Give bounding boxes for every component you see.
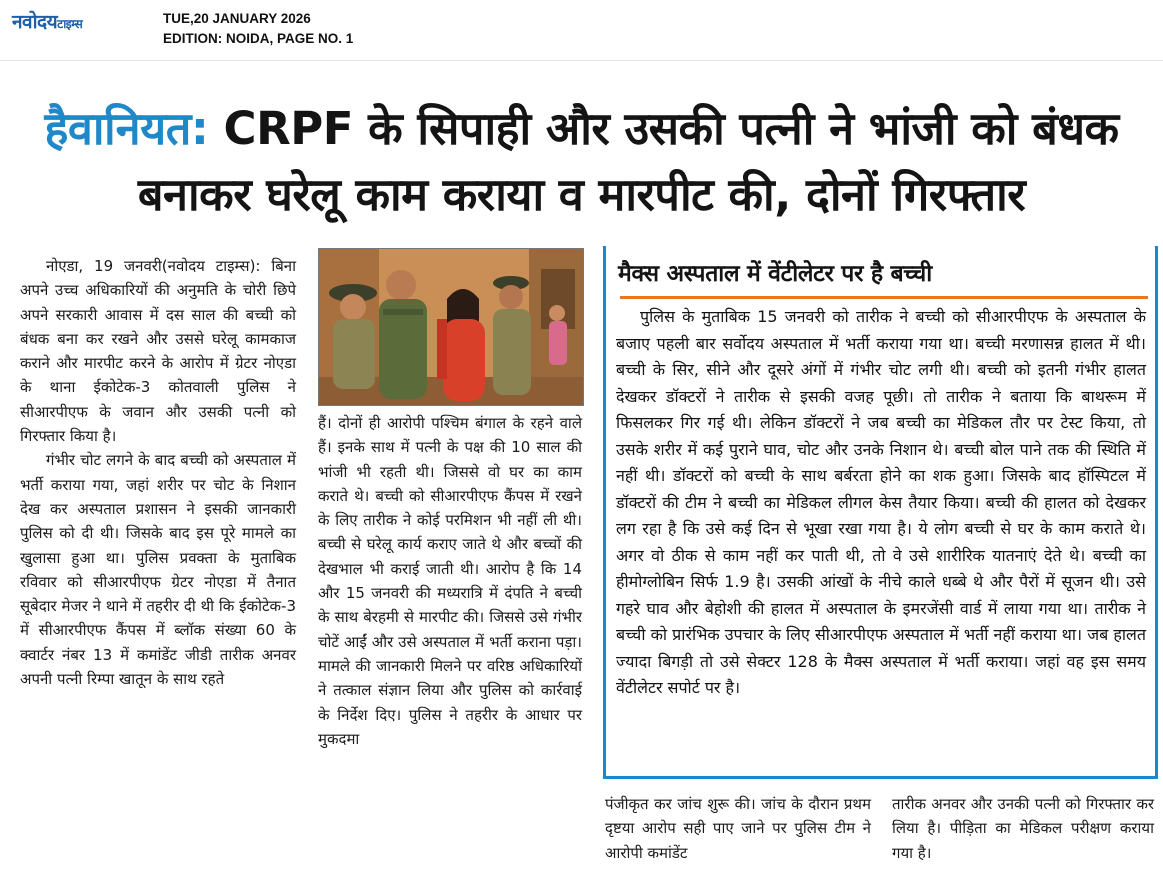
article-paragraph-continued: हैं। दोनों ही आरोपी पश्चिम बंगाल के रहने वाले हैं। इनके साथ में पत्नी के पक्ष की 10 साल की भांजी भी रहती थी। जिससे वो घर का काम कराते थे। बच्ची को सीआरपीएफ कैंपस में रखने के लिए तारीक ने कोई परमिशन भी नहीं ली थी। बच्ची से घरेलू कार्य कराए जाते थे और बच्चों की देखभाल भी कराई जाती थी। आरोप है कि 14 और 15 जनवरी की मध्यरात्रि में दंपति ने बच्ची के साथ बेरहमी से मारपीट की। जिससे उसे गंभीर चोटें आईं और उसे अस्पताल में भर्ती कराना पड़ा। मामले की जानकारी मिलने पर वरिष्ठ अधिकारियों ने तत्काल संज्ञान लिया और पुलिस को कार्रवाई के निर्देश दिए। पुलिस ने तहरीर के आधार पर मुकदमा (318, 414, 582, 748)
news-photo (318, 248, 584, 406)
logo-subtext: टाइम्स (57, 17, 83, 31)
newspaper-logo[interactable] (12, 8, 82, 34)
headline (0, 96, 1163, 228)
logo-text: नवोदय (12, 11, 58, 33)
article-paragraph-continued: तारीक अनवर और उनकी पत्नी को गिरफ्तार कर लिया है। पीड़िता का मेडिकल परीक्षण कराया गया है। (892, 795, 1154, 862)
article-column-2 (318, 411, 582, 751)
headline-line2: बनाकर घरेलू काम कराया व मारपीट की, दोनों गिरफ्तार (137, 168, 1026, 221)
edition-page: EDITION: NOIDA, PAGE NO. 1 (163, 31, 354, 46)
headline-line1-text: CRPF के सिपाही और उसकी पत्नी ने भांजी को बंधक (208, 102, 1119, 155)
headline-line1 (0, 96, 1163, 162)
article-column-4 (892, 792, 1154, 865)
headline-kicker: हैवानियत: (44, 102, 209, 155)
sidebar-box (603, 246, 1158, 779)
issue-date: TUE,20 JANUARY 2026 (163, 11, 311, 26)
masthead-bar (0, 0, 1163, 61)
sidebar-body (616, 304, 1146, 702)
dateline-paragraph: नोएडा, 19 जनवरी(नवोदय टाइम्स): बिना अपने उच्च अधिकारियों की अनुमति के चोरी छिपे अपने सरकारी आवास में दस साल की बच्ची को बंधक बना कर रखने और उससे घरेलू कामकाज कराने और मारपीट करने के आरोप में ग्रेटर नोएडा के थाना ईकोटेक-3 कोतवाली पुलिस ने सीआरपीएफ के जवान और उसकी पत्नी को गिरफ्तार किया है। (20, 257, 296, 446)
sidebar-paragraph: पुलिस के मुताबिक 15 जनवरी को तारीक ने बच्ची को सीआरपीएफ के अस्पताल के बजाए पहली बार सर्वोदय अस्पताल में भर्ती कराया गया था। बच्ची मरणासन्न हालत में थी। बच्ची के सिर, सीने और दूसरे अंगों में गंभीर चोट लगी थी। बच्ची को इतनी गंभीर हालत देखकर डॉक्टरों ने तारीक से इसकी वजह पूछी। तो तारीक ने बताया कि बाथरूम में फिसलकर गिर गई थी। लेकिन डॉक्टरों ने जब बच्ची का मेडिकल तौर पर टेस्ट किया, तो उसके शरीर में कई पुराने घाव, चोट और उनके निशान थे। बच्ची बोल पाने तक की स्थिति में नहीं थी। डॉक्टरों को बच्ची के साथ बर्बरता होने का शक हुआ। जिसके बाद हॉस्पिटल में डॉक्टरों की टीम ने बच्ची का मेडिकल लीगल केस तैयार किया। बच्ची की हालत को देखकर लग रहा है कि उसे कई दिन से भूखा रखा गया है। ये लोग बच्ची से घर के काम कराते थे। अगर वो ठीक से काम नहीं कर पाती थी, तो वे उसे शारीरिक यातनाएं देते थे। बच्ची का हीमोग्लोबिन सिर्फ 1.9 है। उसकी आंखों के नीचे काले धब्बे थे और पैरों में सूजन थी। उसे गहरे घाव और बेहोशी की हालत में अस्पताल के इमरजेंसी वार्ड में लाया गया था। तारीक ने बच्ची को प्रारंभिक उपचार के लिए सीआरपीएफ अस्पताल में भर्ती नहीं कराया था। जब हालत ज्यादा बिगड़ी तो उसे सेक्टर 128 के मैक्स अस्पताल में भर्ती कराया। जहां वह इस समय वेंटीलेटर सपोर्ट पर है। (616, 307, 1146, 697)
illustration-image (319, 249, 583, 405)
sidebar-divider (620, 296, 1148, 299)
article-column-3 (605, 792, 871, 865)
article-column-1 (20, 254, 296, 691)
sidebar-title: मैक्स अस्पताल में वेंटीलेटर पर है बच्ची (618, 261, 932, 287)
edition-info (163, 9, 353, 49)
article-paragraph-continued: पंजीकृत कर जांच शुरू की। जांच के दौरान प्रथम दृष्टया आरोप सही पाए जाने पर पुलिस टीम ने आरोपी कमांडेंट (605, 795, 871, 862)
article-paragraph: गंभीर चोट लगने के बाद बच्ची को अस्पताल में भर्ती कराया गया, जहां शरीर पर चोट के निशान देख कर अस्पताल प्रशासन ने इसकी जानकारी पुलिस को दी थी। जिसके बाद इस पूरे मामले का खुलासा हुआ था। पुलिस प्रवक्ता के मुताबिक रविवार को सीआरपीएफ ग्रेटर नोएडा में तैनात सूबेदार मेजर ने थाने में तहरीर दी थी कि ईकोटेक-3 में सीआरपीएफ कैंपस में ब्लॉक संख्या 60 के क्वार्टर नंबर 13 में कमांडेंट जीडी तारीक अनवर अपनी पत्नी रिम्पा खातून के साथ रहते (20, 451, 296, 689)
